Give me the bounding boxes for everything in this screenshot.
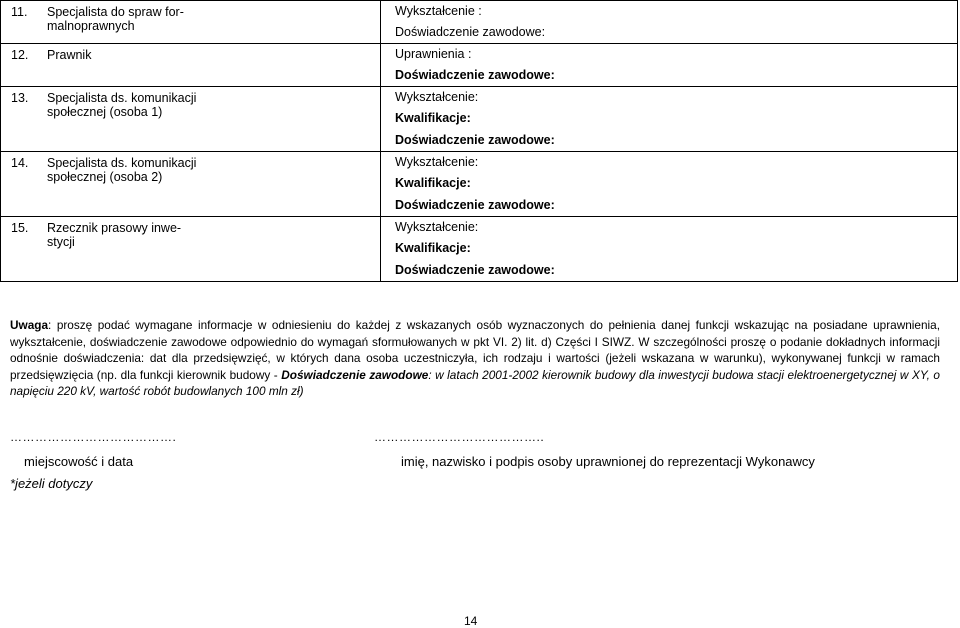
requirement-line: Kwalifikacje: [395, 241, 471, 255]
requirements-cell [381, 1, 958, 44]
position-name-line: Specjalista ds. komunikacji [47, 156, 197, 170]
requirement-line: Wykształcenie: [395, 155, 479, 169]
requirement-line: Doświadczenie zawodowe: [395, 263, 555, 277]
position-cell [1, 44, 381, 87]
position-name-line: Prawnik [47, 48, 92, 62]
requirement-line: Doświadczenie zawodowe: [395, 68, 555, 82]
position-name [47, 48, 91, 62]
row-number: 15. [11, 221, 29, 235]
row-number: 11. [11, 5, 28, 19]
requirement-line: Doświadczenie zawodowe: [395, 198, 555, 212]
requirement-line: Doświadczenie zawodowe: [395, 25, 546, 39]
note-example-label: Doświadczenie zawodowe [281, 367, 429, 382]
position-name-line: malnoprawnych [47, 19, 135, 33]
requirements-cell [381, 44, 958, 87]
requirement-line: Doświadczenie zawodowe: [395, 133, 555, 147]
table-row [1, 44, 958, 87]
requirement-line: Uprawnienia : [395, 47, 472, 61]
note-label: Uwaga [10, 318, 49, 332]
row-number: 13. [11, 91, 29, 105]
position-cell [1, 152, 381, 217]
requirements-cell [381, 87, 958, 152]
requirement-line: Wykształcenie: [395, 220, 479, 234]
table-row [1, 152, 958, 217]
table-row [1, 217, 958, 282]
place-date-label: miejscowość i data [24, 454, 134, 469]
position-name [47, 5, 184, 33]
position-name-line: Rzecznik prasowy inwe- [47, 221, 182, 235]
note-paragraph [10, 317, 940, 400]
requirement-line: Wykształcenie: [395, 90, 479, 104]
note-example-text: : w latach 2001-2002 kierownik budowy dla inwestycji budowa stacji elektroenergetycznej w XY, o napięciu 220 kV, wartość robót budowlanych 100 mln zł) [10, 367, 940, 398]
position-name [47, 91, 196, 119]
signature-label: imię, nazwisko i podpis osoby uprawnionej do reprezentacji Wykonawcy [401, 454, 815, 469]
row-number: 12. [11, 48, 29, 62]
table-row [1, 1, 958, 44]
page-number: 14 [464, 614, 478, 628]
row-number: 14. [11, 156, 29, 170]
requirements-cell [381, 152, 958, 217]
position-cell [1, 87, 381, 152]
requirement-line: Wykształcenie : [395, 4, 482, 18]
position-name-line: stycji [47, 235, 75, 249]
position-cell [1, 1, 381, 44]
requirements-cell [381, 217, 958, 282]
requirement-line: Kwalifikacje: [395, 176, 471, 190]
position-name [47, 221, 181, 249]
table-row [1, 87, 958, 152]
position-cell [1, 217, 381, 282]
position-name [47, 156, 196, 184]
signature-dots: ………………………………….. [374, 430, 545, 444]
personnel-table-body [1, 1, 958, 282]
position-name-line: Specjalista ds. komunikacji [47, 91, 197, 105]
requirement-line: Kwalifikacje: [395, 111, 471, 125]
position-name-line: Specjalista do spraw for- [47, 5, 184, 19]
place-date-dots: …………………………………. [10, 430, 177, 444]
personnel-table [0, 0, 958, 282]
note-text: : proszę podać wymagane informacje w odniesieniu do każdej z wskazanych osób wyznaczonych do pełnienia danej funkcji wskazując na posiadane uprawnienia, wykształcenie, doświadczenie zawodowe odpowiednio do wymagań sformułowanych w pkt VI. 2) lit. d) Części I SIWZ. W szczególności proszę o podanie dokładnych informacji odnośnie doświadczenia: dat dla przedsięwzięć, w których dana osoba uczestniczyła, ich rodzaju i wartości (jeżeli wskazana w warunku), wykonywanej funkcji w ramach przedsięwzięcia (np. dla funkcji kierownik budowy - [10, 318, 940, 382]
footnote: *jeżeli dotyczy [10, 476, 93, 491]
position-name-line: społecznej (osoba 2) [47, 170, 163, 184]
position-name-line: społecznej (osoba 1) [47, 105, 163, 119]
